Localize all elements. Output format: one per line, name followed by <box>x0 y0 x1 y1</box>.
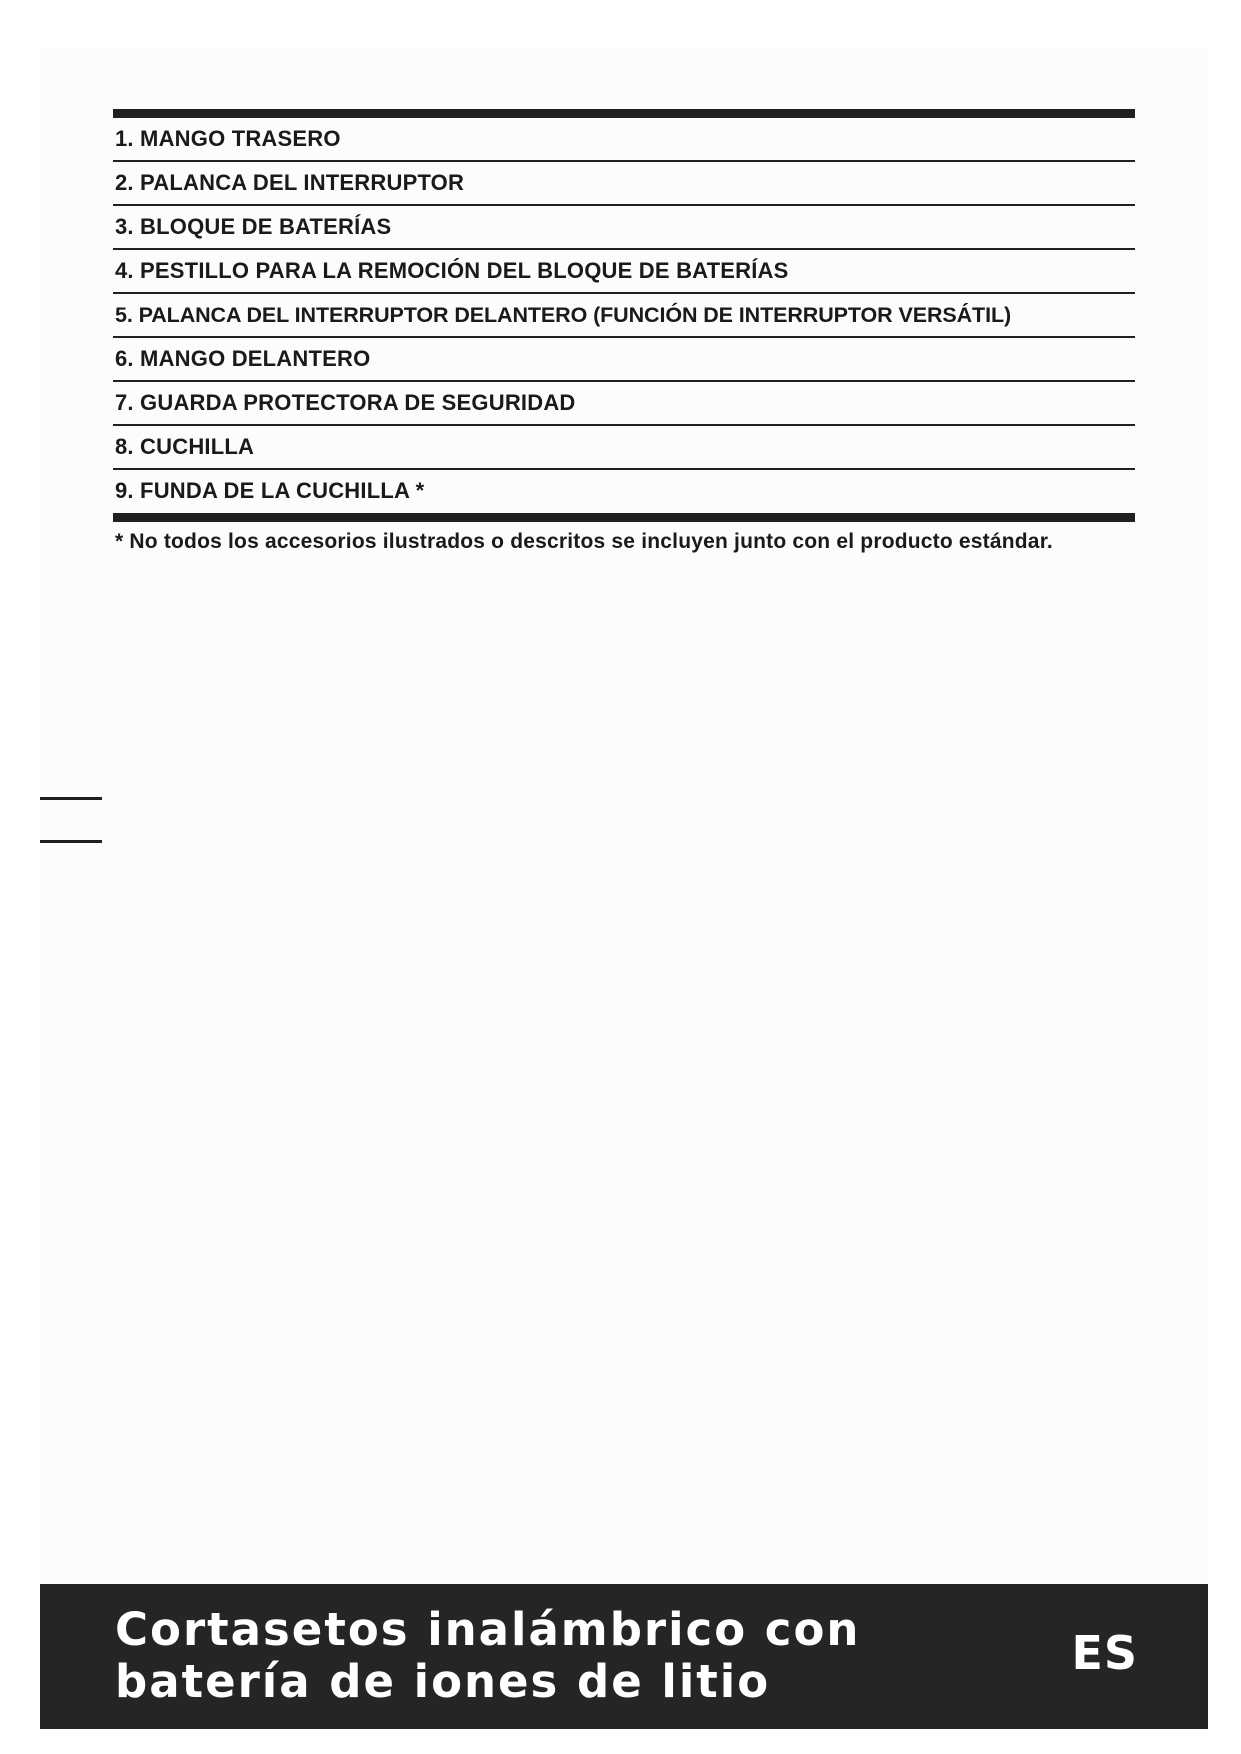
parts-list-item: 6. MANGO DELANTERO <box>113 338 1135 382</box>
accessories-footnote: * No todos los accesorios ilustrados o descritos se incluyen junto con el producto estándar. <box>115 530 1053 553</box>
parts-list-item: 8. CUCHILLA <box>113 426 1135 470</box>
product-title-line: Cortasetos inalámbrico con <box>115 1603 861 1656</box>
parts-list-item: 9. FUNDA DE LA CUCHILLA * <box>115 478 425 503</box>
parts-list-item: 3. BLOQUE DE BATERÍAS <box>113 206 1135 250</box>
product-title-line: batería de iones de litio <box>115 1655 771 1708</box>
footer-band <box>40 1584 1208 1729</box>
margin-rule <box>40 840 102 843</box>
margin-rule <box>40 797 102 800</box>
parts-list-item: 1. MANGO TRASERO <box>113 118 1135 162</box>
parts-list-item: 7. GUARDA PROTECTORA DE SEGURIDAD <box>113 382 1135 426</box>
product-title <box>115 1604 860 1708</box>
language-code: ES <box>1071 1626 1138 1680</box>
parts-list-item: 5. PALANCA DEL INTERRUPTOR DELANTERO (FUNCIÓN DE INTERRUPTOR VERSÁTIL) <box>113 294 1135 338</box>
parts-list-item: 2. PALANCA DEL INTERRUPTOR <box>113 162 1135 206</box>
parts-list-item: 4. PESTILLO PARA LA REMOCIÓN DEL BLOQUE DE BATERÍAS <box>113 250 1135 294</box>
parts-list <box>113 109 1135 522</box>
